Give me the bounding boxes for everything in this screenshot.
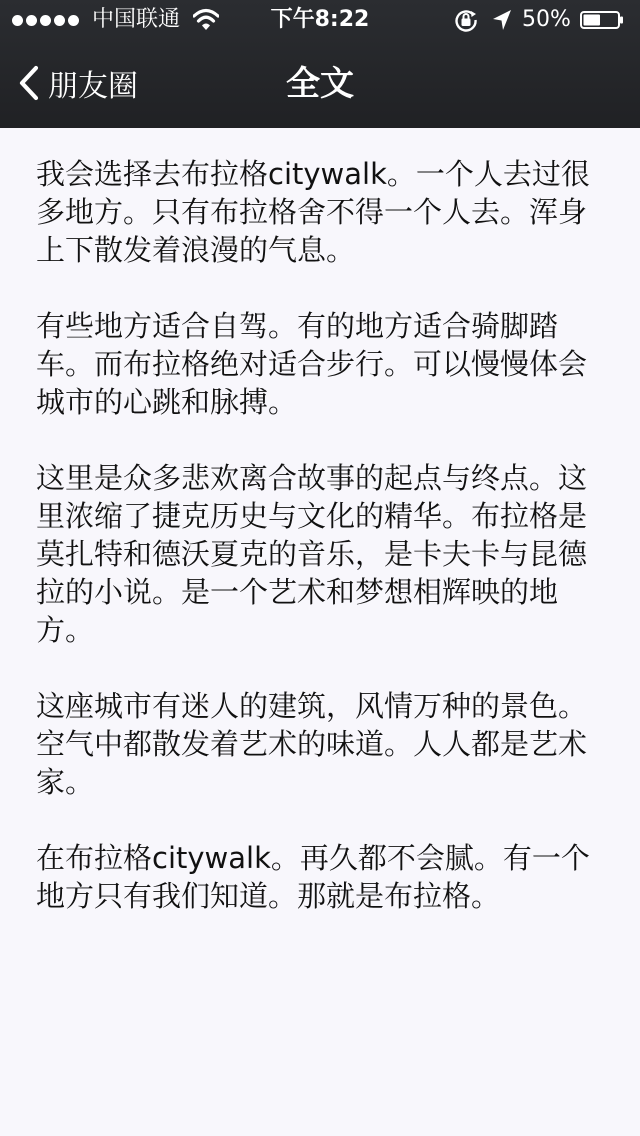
location-arrow-icon bbox=[492, 9, 512, 31]
article-paragraph: 我会选择去布拉格citywalk。一个人去过很多地方。只有布拉格舍不得一个人去。浑身上下散发着浪漫的气息。 bbox=[36, 157, 590, 267]
top-bar bbox=[0, 0, 640, 128]
article-paragraph: 这座城市有迷人的建筑，风情万种的景色。空气中都散发着艺术的味道。人人都是艺术家。 bbox=[36, 689, 588, 799]
article-paragraph: 这里是众多悲欢离合故事的起点与终点。这里浓缩了捷克历史与文化的精华。布拉格是莫扎特和德沃夏克的音乐，是卡夫卡与昆德拉的小说。是一个艺术和梦想相辉映的地方。 bbox=[36, 461, 588, 647]
battery-icon bbox=[580, 11, 624, 29]
article-paragraph: 有些地方适合自驾。有的地方适合骑脚踏车。而布拉格绝对适合步行。可以慢慢体会城市的心跳和脉搏。 bbox=[36, 309, 588, 419]
back-label: 朋友圈 bbox=[48, 69, 138, 104]
page-title: 全文 bbox=[286, 64, 354, 104]
carrier-label: 中国联通 bbox=[92, 7, 181, 32]
article-paragraph: 在布拉格citywalk。再久都不会腻。有一个地方只有我们知道。那就是布拉格。 bbox=[36, 841, 590, 913]
status-time: 下午8:22 bbox=[270, 7, 370, 32]
rotation-lock-icon bbox=[454, 8, 478, 32]
status-bar bbox=[0, 0, 640, 40]
navigation-bar bbox=[0, 40, 640, 128]
article-body bbox=[36, 155, 610, 953]
battery-percentage: 50% bbox=[522, 7, 571, 32]
